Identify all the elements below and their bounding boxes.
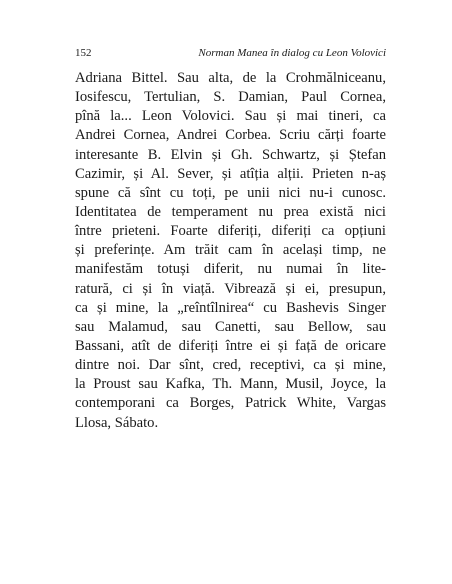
text-line: Andrei Cornea, Andrei Corbea. Scriu cărți foarte — [75, 127, 386, 144]
text-line: Identitatea de temperament nu prea există nici — [75, 203, 386, 220]
page-number: 152 — [75, 47, 92, 59]
running-title: Norman Manea în dialog cu Leon Volovici — [198, 47, 386, 59]
running-head — [75, 46, 386, 60]
text-line: Llosa, Sábato. — [75, 414, 159, 431]
text-line: pînă la... Leon Volovici. Sau și mai tineri, ca — [75, 108, 386, 125]
text-line: contemporani ca Borges, Patrick White, Vargas — [75, 395, 386, 412]
text-line: Bassani, atît de diferiți între ei și față de oricare — [75, 337, 386, 354]
text-line: și preferințe. Am trăit cam în același timp, ne — [75, 242, 386, 259]
text-line: la Proust sau Kafka, Th. Mann, Musil, Joyce, la — [75, 376, 386, 393]
text-line: manifestăm totuși diferit, nu numai în lite- — [75, 261, 386, 278]
text-line: Cazimir, și Al. Sever, și atîția alții. Prieten n-aș — [75, 165, 386, 182]
text-line: dintre noi. Dar sînt, cred, receptivi, ca și mine, — [75, 357, 386, 374]
body-text — [75, 69, 386, 433]
text-line: sau Malamud, sau Canetti, sau Bellow, sau — [75, 318, 386, 335]
text-line: ratură, ci și în viață. Vibrează și ei, presupun, — [75, 280, 386, 297]
text-line: spune că sînt cu toți, pe unii nici nu-i cunosc. — [75, 184, 386, 201]
text-line: ca și mine, la „reîntîlnirea“ cu Bashevis Singer — [75, 299, 386, 316]
text-line: între prieteni. Foarte diferiți, diferiți ca opțiuni — [75, 223, 386, 240]
text-line: Adriana Bittel. Sau alta, de la Crohmălniceanu, — [75, 70, 386, 86]
text-line: interesante B. Elvin și Gh. Schwartz, și Ștefan — [75, 146, 386, 163]
text-line: Iosifescu, Tertulian, S. Damian, Paul Cornea, — [75, 89, 386, 106]
